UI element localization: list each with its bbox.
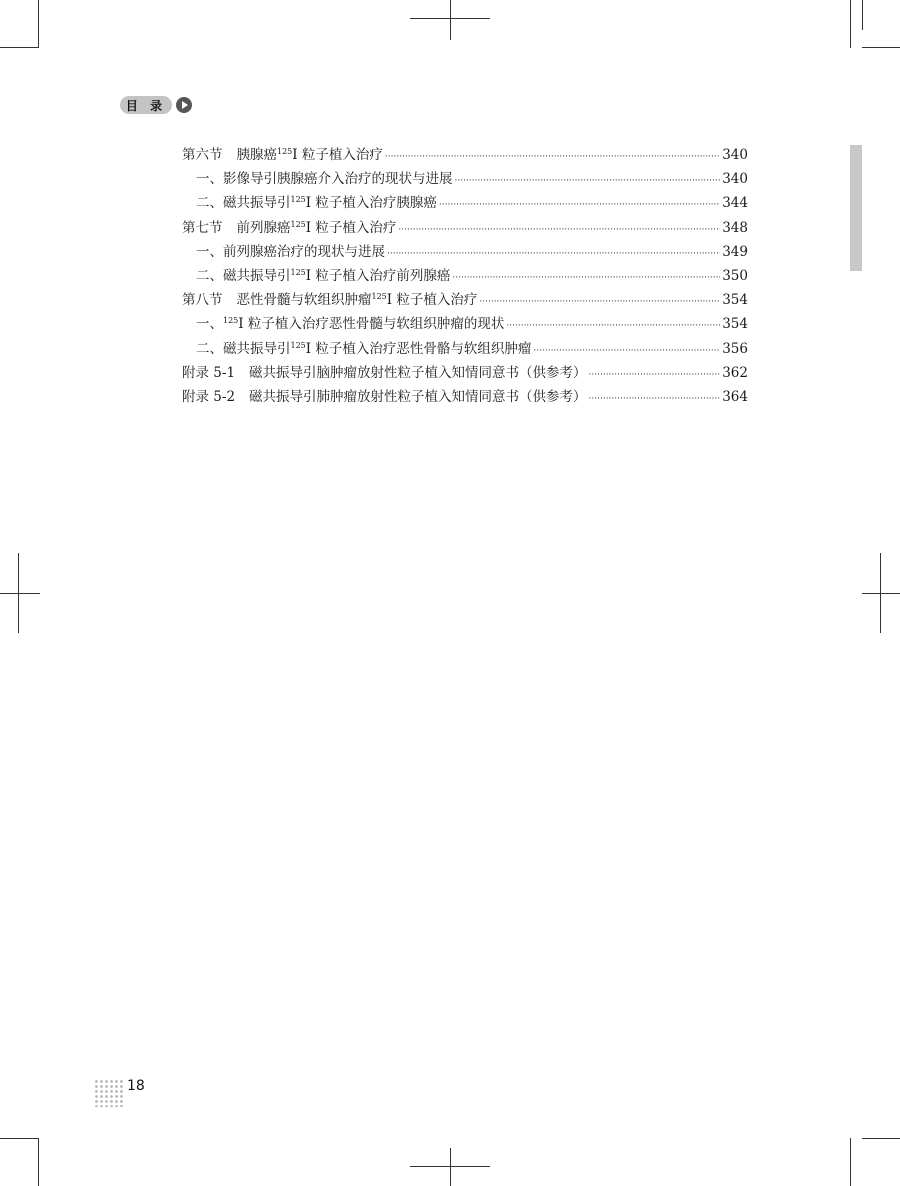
toc-entry-title: [182, 361, 587, 381]
toc-entry-title: [196, 264, 450, 284]
toc-entry-title: [196, 337, 531, 357]
toc-entry[interactable]: [182, 167, 748, 191]
dot-leader: [452, 273, 720, 283]
toc-entry[interactable]: [182, 385, 748, 409]
toc-entry[interactable]: [182, 337, 748, 361]
toc-entry-text: I 粒子植入治疗前列腺癌: [305, 267, 451, 284]
dot-leader: [533, 346, 720, 356]
toc-entry-label: 附录 5-1: [182, 364, 236, 381]
dot-grid-decoration: [94, 1079, 124, 1107]
section-header-label: 目 录: [120, 96, 172, 114]
toc-entry[interactable]: [182, 216, 748, 240]
toc-entry-title: [182, 143, 383, 163]
side-tab-bar: [850, 145, 862, 271]
toc-page-number: 364: [722, 388, 748, 405]
toc-entry-text: 恶性骨髓与软组织肿瘤: [236, 292, 372, 309]
toc-page-number: 340: [722, 147, 748, 163]
toc-entry-title: [196, 167, 453, 187]
toc-entry-text: I 粒子植入治疗: [292, 147, 383, 163]
toc-entry[interactable]: [182, 361, 748, 385]
toc-entry[interactable]: [182, 288, 748, 312]
toc-entry-label: 二、磁共振导引: [196, 195, 291, 212]
isotope-superscript: 125: [290, 267, 306, 277]
toc-entry-title: [182, 288, 477, 308]
toc-page-number: 348: [722, 219, 748, 236]
dot-leader: [589, 394, 721, 404]
toc-entry-label: 一、前列腺癌治疗的现状与进展: [196, 243, 385, 260]
toc-page-number: 354: [722, 316, 748, 333]
toc-entry-title: [196, 191, 437, 211]
dot-leader: [398, 225, 720, 235]
toc-entry-text: 胰腺癌: [236, 147, 277, 163]
isotope-superscript: 125: [290, 219, 306, 229]
toc-page-number: 344: [722, 195, 748, 212]
dot-leader: [455, 176, 721, 186]
toc-entry-title: [182, 385, 587, 405]
isotope-superscript: 125: [290, 195, 306, 205]
toc-entry-label: 第六节: [182, 147, 223, 163]
dot-leader: [385, 152, 720, 162]
isotope-superscript: 125: [371, 292, 387, 302]
toc-entry[interactable]: [182, 312, 748, 336]
isotope-superscript: 125: [277, 147, 293, 156]
toc-page-number: 340: [722, 171, 748, 188]
toc-entry-text: I 粒子植入治疗: [305, 219, 397, 236]
dot-leader: [479, 297, 720, 307]
toc-entry-text: I 粒子植入治疗胰腺癌: [305, 195, 437, 212]
play-arrow-icon: [176, 97, 192, 113]
toc-entry-text: 前列腺癌: [236, 219, 291, 236]
toc-entry-label: 二、磁共振导引: [196, 267, 291, 284]
toc-page-number: 356: [722, 340, 748, 357]
toc-page-number: 349: [722, 243, 748, 260]
dot-leader: [506, 321, 720, 331]
toc-page-number: 350: [722, 267, 748, 284]
toc-entry[interactable]: [182, 191, 748, 215]
toc-entry-text: I 粒子植入治疗恶性骨骼与软组织肿瘤: [305, 340, 532, 357]
isotope-superscript: 125: [223, 316, 239, 326]
isotope-superscript: 125: [290, 340, 306, 350]
toc-entry-label: 一、影像导引胰腺癌介入治疗的现状与进展: [196, 171, 453, 188]
toc-entry[interactable]: [182, 264, 748, 288]
page-number: 18: [127, 1078, 145, 1094]
toc-entry[interactable]: [182, 143, 748, 167]
dot-leader: [387, 249, 720, 259]
toc-entry-text: 磁共振导引肺肿瘤放射性粒子植入知情同意书（供参考）: [249, 388, 587, 405]
table-of-contents: [182, 143, 748, 409]
toc-entry-title: [182, 216, 396, 236]
toc-entry-text: I 粒子植入治疗恶性骨髓与软组织肿瘤的现状: [238, 316, 505, 333]
toc-page-number: 354: [722, 292, 748, 309]
toc-entry-text: I 粒子植入治疗: [386, 292, 478, 309]
toc-entry-label: 附录 5-2: [182, 388, 236, 405]
toc-entry-title: [196, 312, 504, 332]
dot-leader: [439, 200, 720, 210]
toc-entry-title: [196, 240, 385, 260]
toc-entry[interactable]: [182, 240, 748, 264]
toc-entry-label: 第八节: [182, 292, 223, 309]
dot-leader: [589, 370, 721, 380]
toc-page-number: 362: [722, 364, 748, 381]
toc-entry-label: 二、磁共振导引: [196, 340, 291, 357]
toc-entry-label: 一、: [196, 316, 223, 333]
toc-entry-label: 第七节: [182, 219, 223, 236]
toc-entry-text: 磁共振导引脑肿瘤放射性粒子植入知情同意书（供参考）: [249, 364, 587, 381]
